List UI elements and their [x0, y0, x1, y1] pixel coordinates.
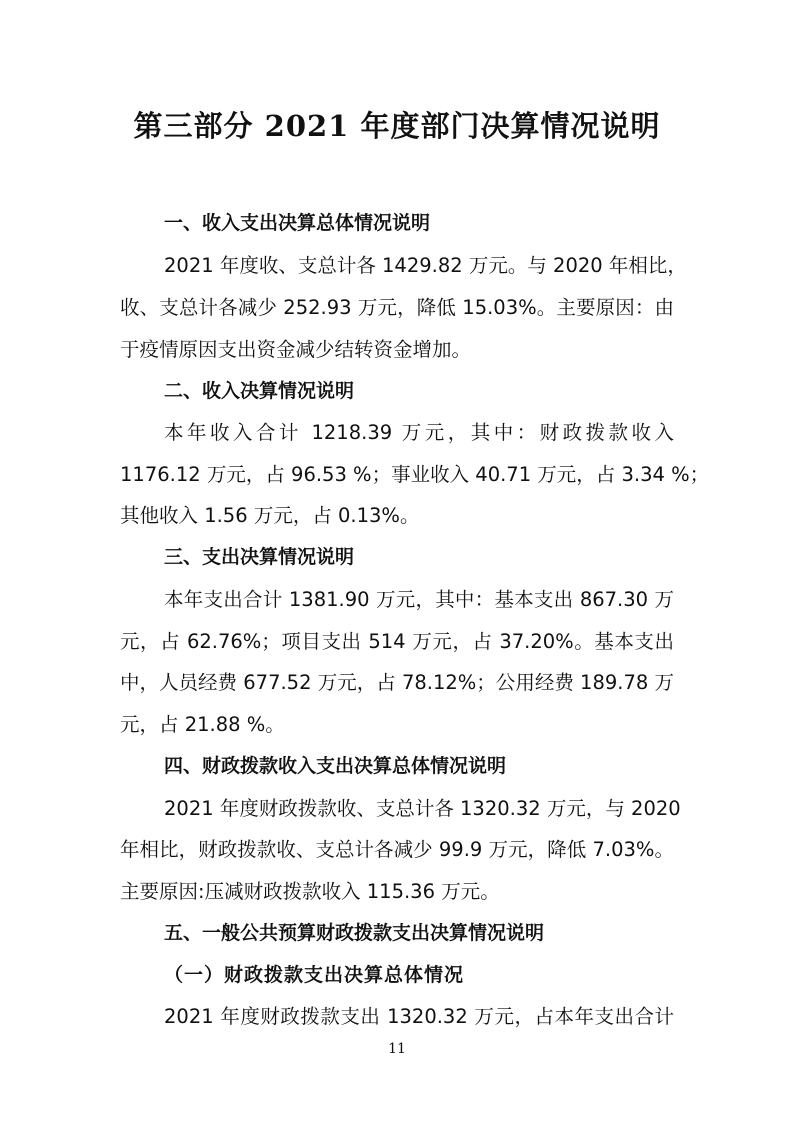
paragraph-line: 1176.12 万元，占 96.53 %；事业收入 40.71 万元，占 3.34 %；	[120, 463, 710, 486]
paragraph-line: 元，占 21.88 %。	[120, 713, 285, 736]
paragraph-line: 中，人员经费 677.52 万元，占 78.12%；公用经费 189.78 万	[120, 671, 674, 694]
paragraph-line: 年相比，财政拨款收、支总计各减少 99.9 万元，降低 7.03%。	[120, 838, 674, 861]
paragraph-line: 2021 年度收、支总计各 1429.82 万元。与 2020 年相比，	[164, 254, 687, 277]
subsection-heading-fiscal-expenditure-overview: （一）财政拨款支出决算总体情况	[164, 964, 465, 986]
paragraph-line: 主要原因:压减财政拨款收入 115.36 万元。	[120, 880, 500, 903]
page-title: 第三部分 2021 年度部门决算情况说明	[133, 109, 661, 143]
page-number: 11	[388, 1041, 406, 1057]
paragraph-line: 2021 年度财政拨款支出 1320.32 万元，占本年支出合计	[164, 1005, 674, 1028]
paragraph-line: 于疫情原因支出资金减少结转资金增加。	[120, 338, 472, 361]
section-heading-income-expenditure-overview: 一、收入支出决算总体情况说明	[164, 212, 431, 234]
section-heading-income: 二、收入决算情况说明	[164, 380, 355, 402]
section-heading-fiscal-appropriation-overview: 四、财政拨款收入支出决算总体情况说明	[164, 755, 507, 777]
paragraph-line: 2021 年度财政拨款收、支总计各 1320.32 万元，与 2020	[164, 797, 681, 820]
paragraph-line: 其他收入 1.56 万元，占 0.13%。	[120, 504, 420, 527]
paragraph-line: 本年支出合计 1381.90 万元，其中：基本支出 867.30 万	[164, 588, 674, 611]
section-heading-general-public-budget: 五、一般公共预算财政拨款支出决算情况说明	[164, 922, 545, 944]
paragraph-line: 本年收入合计 1218.39 万元，其中：财政拨款收入	[164, 421, 674, 444]
section-heading-expenditure: 三、支出决算情况说明	[164, 546, 355, 568]
paragraph-line: 收、支总计各减少 252.93 万元，降低 15.03%。主要原因：由	[120, 296, 674, 319]
paragraph-line: 元，占 62.76%；项目支出 514 万元，占 37.20%。基本支出	[120, 630, 674, 653]
